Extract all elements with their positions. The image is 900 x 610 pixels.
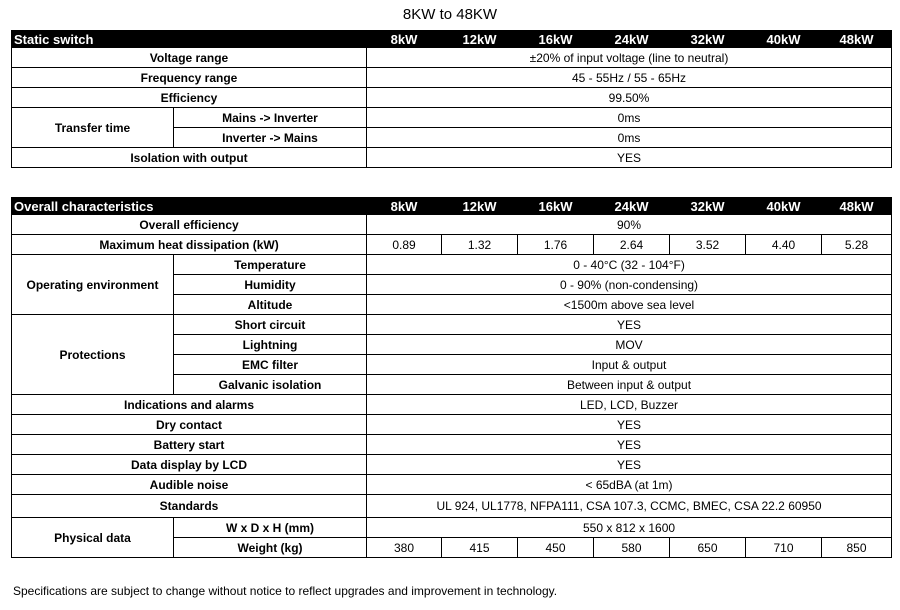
row-label: Weight (kg): [174, 538, 367, 558]
table-row: [12, 315, 892, 335]
table-cell: 380: [367, 538, 442, 558]
power-header: 12kW: [442, 198, 518, 215]
table-cell: 580: [594, 538, 670, 558]
table-cell: 3.52: [670, 235, 746, 255]
group-label: Protections: [12, 315, 174, 395]
group-label: Operating environment: [12, 255, 174, 315]
table-cell: 4.40: [746, 235, 822, 255]
row-value: Input & output: [367, 355, 892, 375]
overall-characteristics-table: [11, 197, 892, 558]
table-row: [12, 68, 892, 88]
row-label: Maximum heat dissipation (kW): [12, 235, 367, 255]
row-label: Indications and alarms: [12, 395, 367, 415]
power-header: 24kW: [594, 31, 670, 48]
row-value: YES: [367, 435, 892, 455]
table-row: [12, 255, 892, 275]
row-value: MOV: [367, 335, 892, 355]
row-value: LED, LCD, Buzzer: [367, 395, 892, 415]
section-header: Static switch: [12, 31, 367, 48]
power-header: 12kW: [442, 31, 518, 48]
power-header: 8kW: [367, 31, 442, 48]
row-label: Altitude: [174, 295, 367, 315]
table-row: [12, 88, 892, 108]
row-value: 0 - 40°C (32 - 104°F): [367, 255, 892, 275]
row-value: 550 x 812 x 1600: [367, 518, 892, 538]
table-header-row: [12, 31, 892, 48]
power-header: 24kW: [594, 198, 670, 215]
row-label: Dry contact: [12, 415, 367, 435]
table-row: [12, 415, 892, 435]
row-label: Lightning: [174, 335, 367, 355]
table-header-row: [12, 198, 892, 215]
power-header: 40kW: [746, 198, 822, 215]
table-row: [12, 235, 892, 255]
table-row: [12, 395, 892, 415]
table-row: [12, 148, 892, 168]
row-value: YES: [367, 455, 892, 475]
row-value: ±20% of input voltage (line to neutral): [367, 48, 892, 68]
row-label: Audible noise: [12, 475, 367, 495]
row-label: Battery start: [12, 435, 367, 455]
table-row: [12, 108, 892, 128]
table-cell: 850: [822, 538, 892, 558]
footnote: Specifications are subject to change without notice to reflect upgrades and improvement in technology.: [13, 584, 558, 598]
row-label: W x D x H (mm): [174, 518, 367, 538]
table-row: [12, 518, 892, 538]
table-row: [12, 435, 892, 455]
table-cell: 650: [670, 538, 746, 558]
table-cell: 450: [518, 538, 594, 558]
power-header: 40kW: [746, 31, 822, 48]
row-label: Short circuit: [174, 315, 367, 335]
table-cell: 710: [746, 538, 822, 558]
row-label: Inverter -> Mains: [174, 128, 367, 148]
table-row: [12, 215, 892, 235]
table-cell: 1.76: [518, 235, 594, 255]
row-value: 0ms: [367, 108, 892, 128]
table-row: [12, 495, 892, 518]
row-value: YES: [367, 415, 892, 435]
row-label: Data display by LCD: [12, 455, 367, 475]
row-value: YES: [367, 148, 892, 168]
group-label: Physical data: [12, 518, 174, 558]
row-value: 45 - 55Hz / 55 - 65Hz: [367, 68, 892, 88]
power-header: 32kW: [670, 31, 746, 48]
document-title: 8KW to 48KW: [402, 6, 498, 23]
power-header: 8kW: [367, 198, 442, 215]
power-header: 48kW: [822, 31, 892, 48]
row-label: Standards: [12, 495, 367, 518]
row-value: 0 - 90% (non-condensing): [367, 275, 892, 295]
power-header: 16kW: [518, 31, 594, 48]
group-label: Transfer time: [12, 108, 174, 148]
table-cell: 2.64: [594, 235, 670, 255]
table-row: [12, 48, 892, 68]
row-label: EMC filter: [174, 355, 367, 375]
power-header: 48kW: [822, 198, 892, 215]
row-label: Humidity: [174, 275, 367, 295]
row-label: Overall efficiency: [12, 215, 367, 235]
section-header: Overall characteristics: [12, 198, 367, 215]
table-row: [12, 475, 892, 495]
row-value: 99.50%: [367, 88, 892, 108]
row-label: Mains -> Inverter: [174, 108, 367, 128]
row-value: 90%: [367, 215, 892, 235]
row-value: YES: [367, 315, 892, 335]
table-cell: 0.89: [367, 235, 442, 255]
power-header: 32kW: [670, 198, 746, 215]
row-label: Temperature: [174, 255, 367, 275]
row-value: <1500m above sea level: [367, 295, 892, 315]
static-switch-table: [11, 30, 892, 168]
table-cell: 5.28: [822, 235, 892, 255]
table-cell: 415: [442, 538, 518, 558]
row-label: Galvanic isolation: [174, 375, 367, 395]
row-value: Between input & output: [367, 375, 892, 395]
row-value: UL 924, UL1778, NFPA111, CSA 107.3, CCMC, BMEC, CSA 22.2 60950: [367, 495, 892, 518]
table-cell: 1.32: [442, 235, 518, 255]
row-label: Isolation with output: [12, 148, 367, 168]
power-header: 16kW: [518, 198, 594, 215]
row-label: Frequency range: [12, 68, 367, 88]
row-label: Voltage range: [12, 48, 367, 68]
row-value: < 65dBA (at 1m): [367, 475, 892, 495]
table-row: [12, 455, 892, 475]
row-label: Efficiency: [12, 88, 367, 108]
row-value: 0ms: [367, 128, 892, 148]
